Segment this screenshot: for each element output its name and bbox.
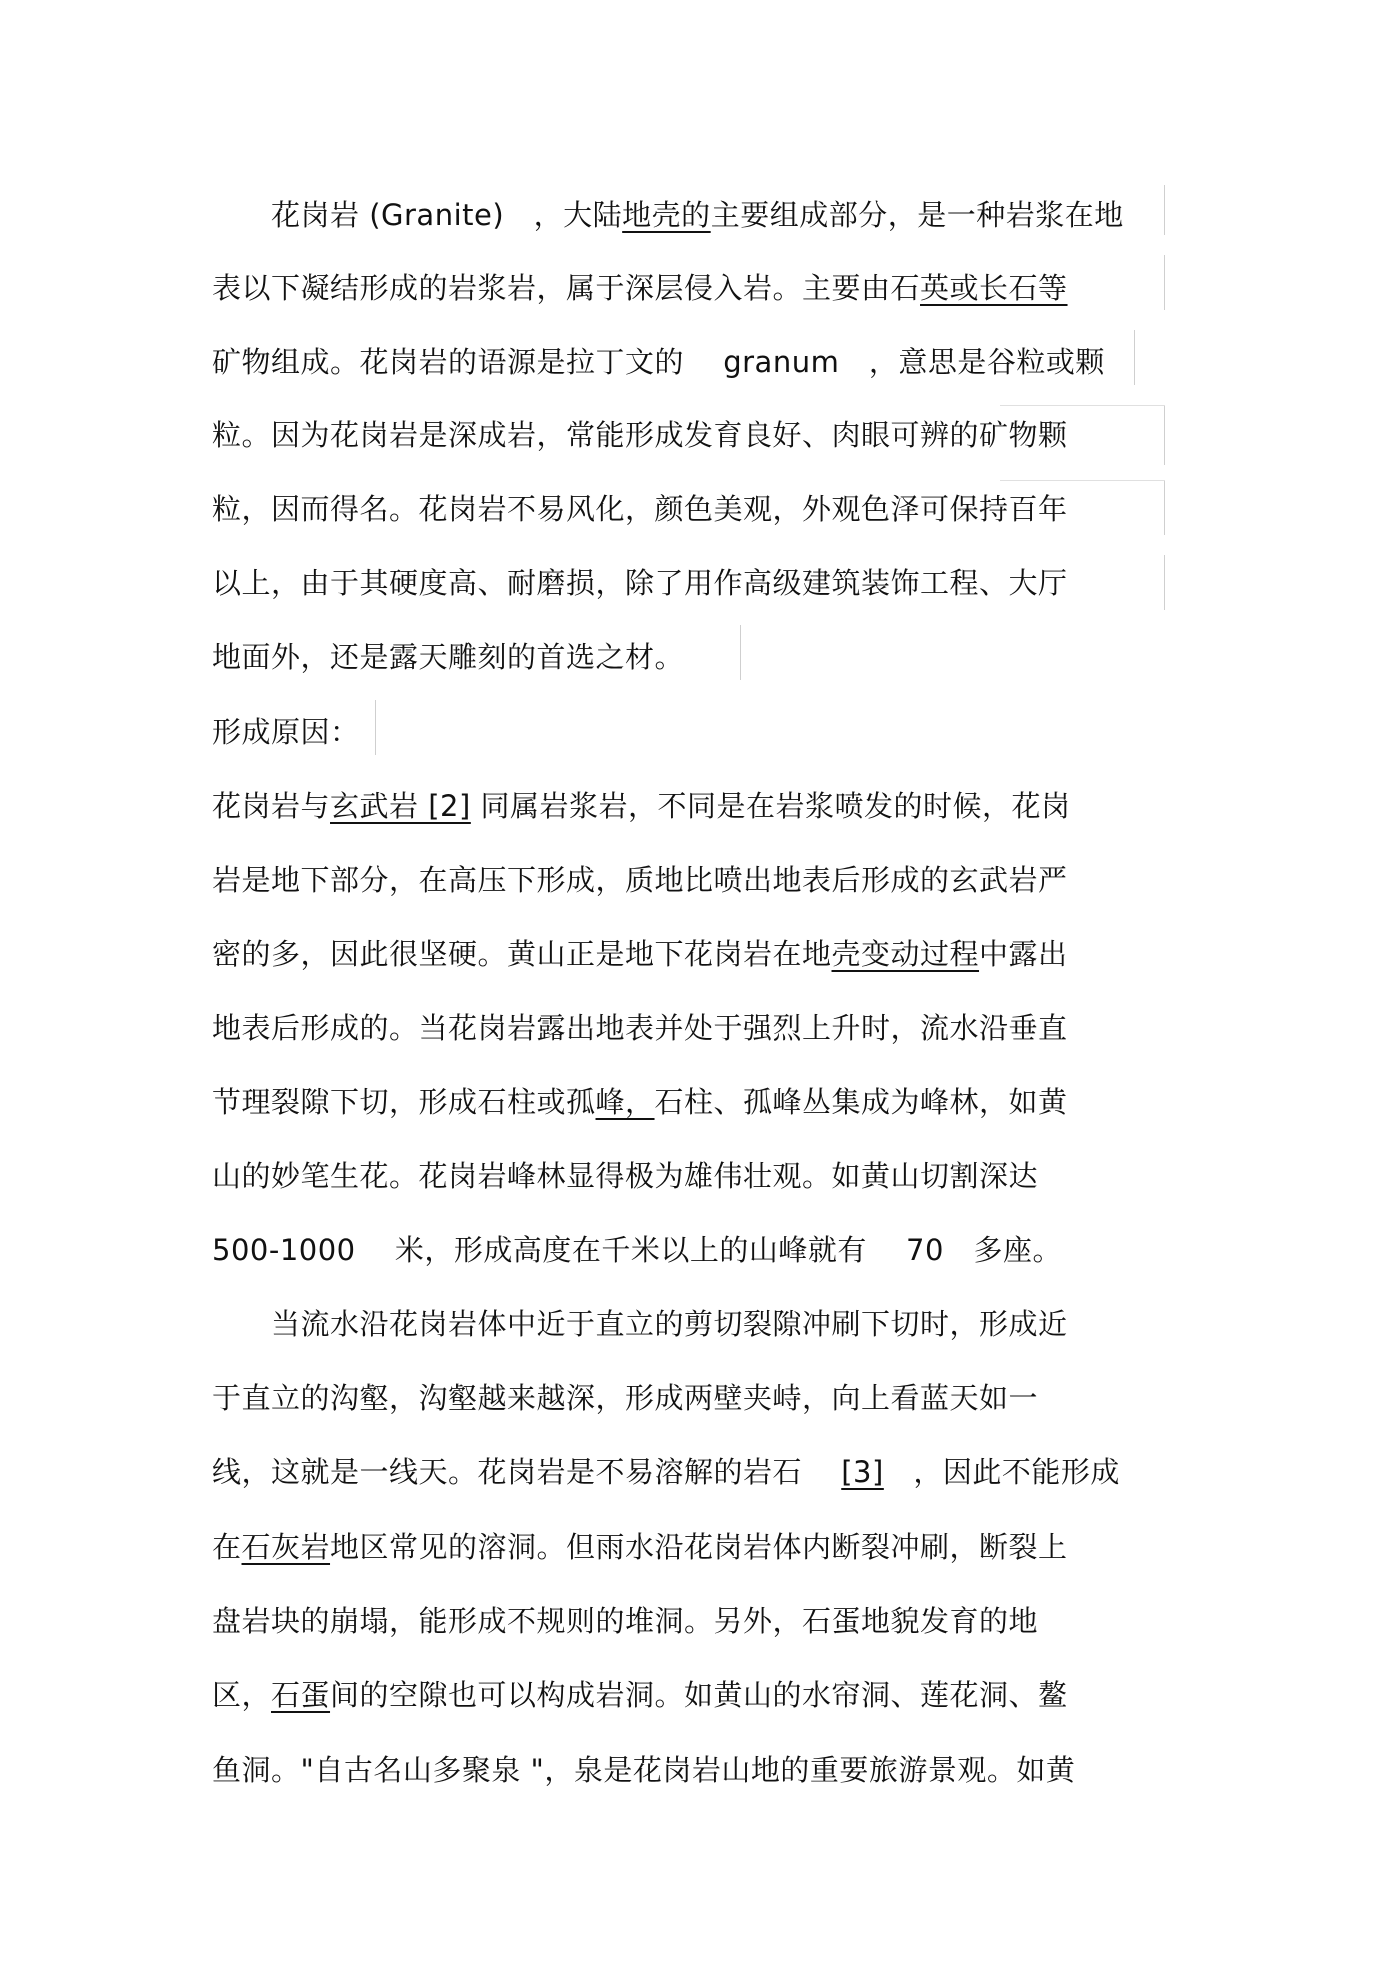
text-segment: 地表后形成的。当花岗岩露出地表并处于强烈上升时，流水沿垂直: [212, 1011, 1068, 1045]
text-segment: 地面外，还是露天雕刻的首选之材。: [212, 640, 685, 674]
text-segment: 以上，由于其硬度高、耐磨损，除了用作高级建筑装饰工程、大厅: [212, 566, 1068, 600]
scan-artifact: [1164, 480, 1165, 535]
text-line: [212, 1675, 1068, 1715]
text-line: [212, 1452, 1120, 1492]
text-segment: 石柱、孤峰丛集成为峰林，如黄: [654, 1085, 1068, 1119]
text-line: [212, 1304, 1068, 1344]
text-line: [212, 1156, 1038, 1196]
text-segment: 节理裂隙下切，形成石柱或孤: [212, 1085, 596, 1119]
scan-artifact: [1000, 480, 1165, 481]
scan-artifact: [1164, 255, 1165, 310]
text-segment: 花岗岩 (Granite) ，大陆: [212, 198, 623, 232]
text-line: [212, 1378, 1038, 1418]
text-segment: 山的妙笔生花。花岗岩峰林显得极为雄伟壮观。如黄山切割深达: [212, 1159, 1039, 1193]
text-segment: 粒，因而得名。花岗岩不易风化，颜色美观，外观色泽可保持百年: [212, 492, 1068, 526]
text-segment: 中露出: [979, 937, 1068, 971]
text-line: [212, 342, 1105, 382]
text-segment: 矿物组成。花岗岩的语源是拉丁文的 granum ，意思是谷粒或颗: [212, 345, 1105, 379]
text-segment: 同属岩浆岩，不同是在岩浆喷发的时候，花岗: [470, 789, 1071, 823]
text-line: [212, 1082, 1068, 1122]
text-line: [212, 195, 1124, 235]
text-segment: 花岗岩与: [212, 789, 331, 823]
text-segment: 岩是地下部分，在高压下形成，质地比喷出地表后形成的玄武岩严: [212, 863, 1068, 897]
text-segment: 主要组成部分，是一种岩浆在地: [710, 198, 1124, 232]
scan-artifact: [740, 625, 741, 680]
underlined-term: 英或长石等: [920, 271, 1068, 305]
text-segment: 鱼洞。"自古名山多聚泉 "，泉是花岗岩山地的重要旅游景观。如黄: [212, 1753, 1076, 1787]
underlined-term: 峰，: [595, 1085, 655, 1119]
text-segment: 地区常见的溶洞。但雨水沿花岗岩体内断裂冲刷，断裂上: [330, 1530, 1068, 1564]
underlined-term: 壳变动过程: [831, 937, 980, 971]
scan-artifact: [1134, 330, 1135, 385]
underlined-term: 石灰岩: [241, 1530, 331, 1564]
text-line: [212, 489, 1068, 529]
text-line: [212, 415, 1068, 455]
text-segment: 于直立的沟壑，沟壑越来越深，形成两壁夹峙，向上看蓝天如一: [212, 1381, 1039, 1415]
text-line: [212, 268, 1068, 308]
text-segment: 密的多，因此很坚硬。黄山正是地下花岗岩在地: [212, 937, 832, 971]
underlined-term: [3]: [841, 1455, 884, 1489]
text-line: [212, 1750, 1075, 1790]
text-line: [212, 563, 1068, 603]
text-line: [212, 1527, 1068, 1567]
text-line: [212, 1008, 1068, 1048]
text-segment: 粒。因为花岗岩是深成岩，常能形成发育良好、肉眼可辨的矿物颗: [212, 418, 1068, 452]
underlined-term: 地壳的: [622, 198, 711, 232]
text-line: [212, 637, 684, 677]
text-segment: 在: [212, 1530, 242, 1564]
scan-artifact: [1164, 185, 1165, 235]
text-line: [212, 786, 1071, 826]
underlined-term: 石蛋: [271, 1678, 331, 1712]
text-line: [212, 1230, 1062, 1270]
text-line: [212, 860, 1068, 900]
text-segment: 当流水沿花岗岩体中近于直立的剪切裂隙冲刷下切时，形成近: [212, 1307, 1068, 1341]
text-line: [212, 1601, 1038, 1641]
text-segment: 表以下凝结形成的岩浆岩，属于深层侵入岩。主要由石: [212, 271, 921, 305]
scan-artifact: [375, 700, 376, 755]
text-segment: 间的空隙也可以构成岩洞。如黄山的水帘洞、莲花洞、鳌: [330, 1678, 1068, 1712]
scan-artifact: [1164, 555, 1165, 610]
text-segment: 形成原因：: [212, 715, 360, 749]
scan-artifact: [1000, 405, 1165, 406]
text-segment: 500-1000 米，形成高度在千米以上的山峰就有 70 多座。: [212, 1233, 1062, 1267]
text-line: [212, 934, 1068, 974]
text-segment: 线，这就是一线天。花岗岩是不易溶解的岩石: [212, 1455, 842, 1489]
underlined-term: 玄武岩 [2]: [330, 789, 471, 823]
scan-artifact: [1164, 405, 1165, 465]
text-segment: ，因此不能形成: [883, 1455, 1120, 1489]
text-segment: 盘岩块的崩塌，能形成不规则的堆洞。另外，石蛋地貌发育的地: [212, 1604, 1039, 1638]
text-line: [212, 712, 360, 752]
text-segment: 区，: [212, 1678, 272, 1712]
